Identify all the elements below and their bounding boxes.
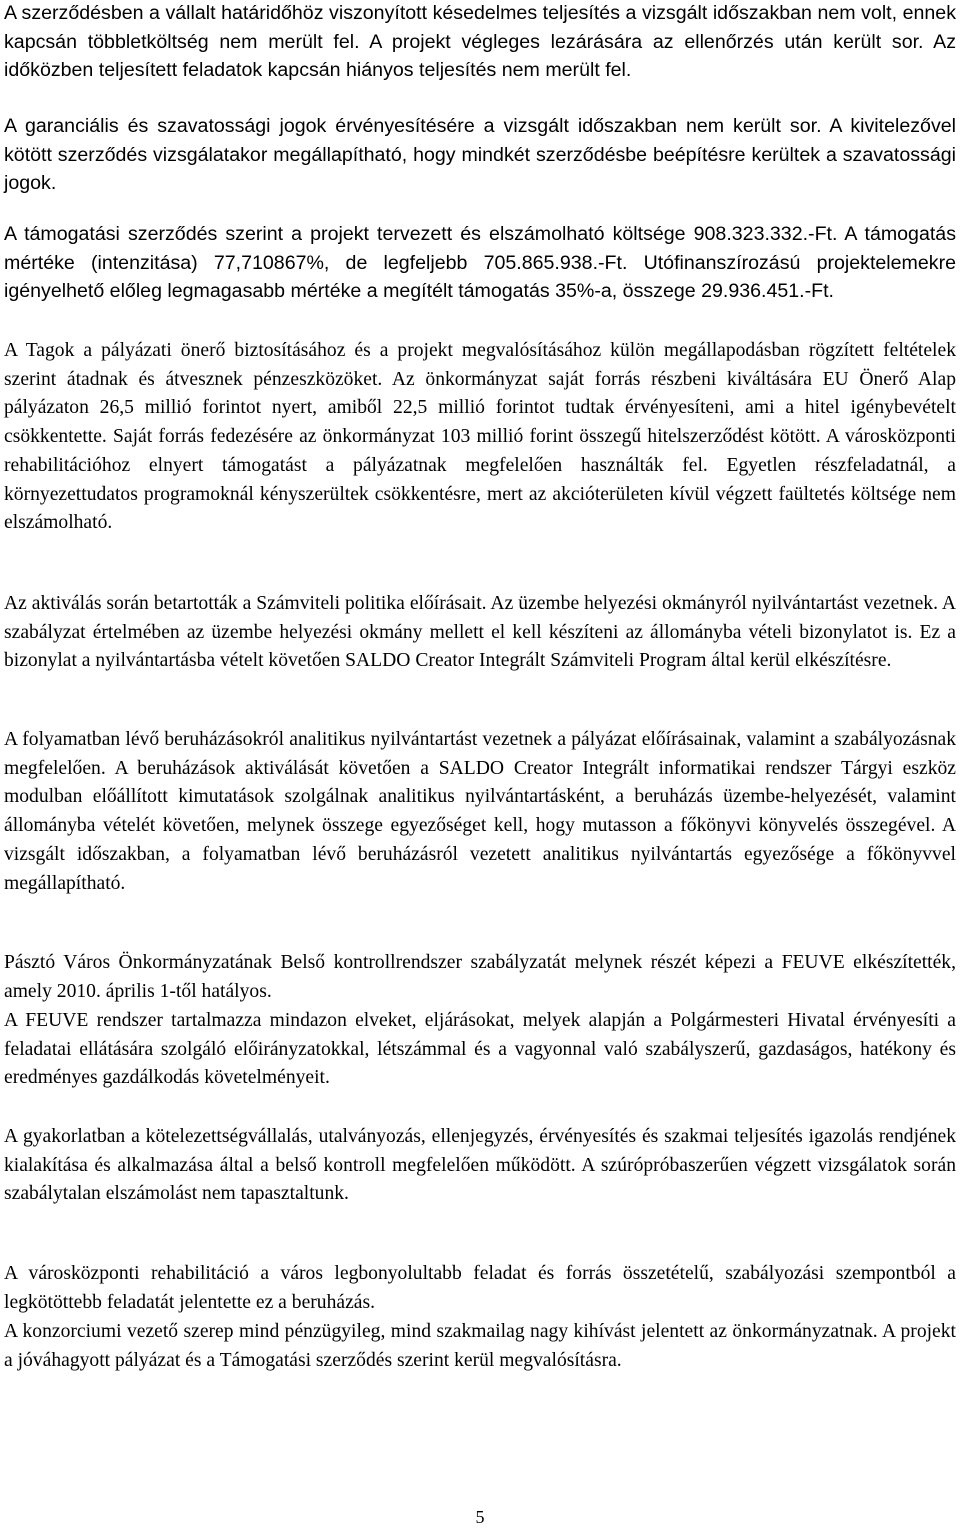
paragraph-activation: Az aktiválás során betartották a Számviteli politika előírásait. Az üzembe helyezési okmányról nyilvántartást vezetnek. A szabályzat értelmében az üzembe helyezési okmány mellett el kell készíteni az állományba vételi bizonylatot is. Ez a bizonylat a nyilvántartásba vételt követően SALDO Creator Integrált Számviteli Program által kerül elkészítésre. (4, 593, 956, 672)
paragraph-grant-amounts: A támogatási szerződés szerint a projekt tervezett és elszámolható költsége 908.323.332.-Ft. A támogatás mértéke (intenzitása) 77,710867%, de legfeljebb 705.865.938.-Ft. Utófinanszírozású projektelemekre igényelhető előleg legmagasabb mértéke a megítélt támogatás 35%-a, összege 29.936.451.-Ft. (4, 223, 956, 303)
page-number: 5 (475, 1507, 485, 1527)
paragraph-delay-costs: A szerződésben a vállalt határidőhöz viszonyított késedelmes teljesítés a vizsgált időszakban nem volt, ennek kapcsán többletköltség nem merült fel. A projekt végleges lezárására az ellenőrzés után került sor. Az időközben teljesített feladatok kapcsán hiányos teljesítés nem merült fel. (4, 2, 956, 82)
paragraph-investments-register: A folyamatban lévő beruházásokról analitikus nyilvántartást vezetnek a pályázat előírásainak, valamint a szabályozásnak megfelelően. A beruházások aktiválását követően a SALDO Creator Integrált informatikai rendszer Tárgyi eszköz modulban előállított kimutatások szolgálnak analitikus nyilvántartásként, a beruházás üzembe-helyezését, valamint állományba vételét követően, melynek összege egyezőséget kell, hogy mutasson a főkönyvi könyvelés összegével. A vizsgált időszakban, a folyamatban lévő beruházásról vezetett analitikus nyilvántartás egyezősége a főkönyvvel megállapítható. (4, 729, 956, 894)
paragraph-consortium-leader: A konzorciumi vezető szerep mind pénzügyileg, mind szakmailag nagy kihívást jelentett az önkormányzatnak. A projekt a jóváhagyott pályázat és a Támogatási szerződés szerint kerül megvalósításra. (4, 1321, 956, 1371)
paragraph-practice-control: A gyakorlatban a kötelezettségvállalás, utalványozás, ellenjegyzés, érvényesítés és szakmai teljesítés igazolás rendjének kialakítása és alkalmazása által a belső kontroll megfelelően működött. A szúrópróbaszerűen végzett vizsgálatok során szabálytalan elszámolást nem tapasztaltunk. (4, 1126, 956, 1205)
paragraph-feuve-system: A FEUVE rendszer tartalmazza mindazon elveket, eljárásokat, melyek alapján a Polgármesteri Hivatal érvényesíti a feladatai ellátására szolgáló előirányzatokkal, létszámmal és a vagyonnal való szabályszerű, gazdaságos, hatékony és eredményes gazdálkodás követelményeit. (4, 1010, 956, 1089)
paragraph-internal-control-rules: Pásztó Város Önkormányzatának Belső kontrollrendszer szabályzatát melynek részét képezi a FEUVE elkészítették, amely 2010. április 1-től hatályos. (4, 952, 956, 1002)
paragraph-warranty-rights: A garanciális és szavatossági jogok érvényesítésére a vizsgált időszakban nem került sor. A kivitelezővel kötött szerződés vizsgálatakor megállapítható, hogy mindkét szerződésbe beépítésre kerültek a szavatossági jogok. (4, 115, 956, 195)
paragraph-members-funding: A Tagok a pályázati önerő biztosításához és a projekt megvalósításához külön megállapodásban rögzített feltételek szerint átadnak és átvesznek pénzeszközöket. Az önkormányzat saját forrás részbeni kiváltására EU Önerő Alap pályázaton 26,5 millió forintot nyert, amiből 22,5 millió forintot tudtak érvényesíteni, ami a hitel igénybevételt csökkentette. Saját forrás fedezésére az önkormányzat 103 millió forint összegű hitelszerződést kötött. A városközponti rehabilitációhoz elnyert támogatást a pályázatnak megfelelően használták fel. Egyetlen részfeladatnál, a környezettudatos programoknál kényszerültek csökkentésre, mert az akcióterületen kívül végzett faültetés költsége nem elszámolható. (4, 340, 956, 534)
paragraph-city-rehabilitation: A városközponti rehabilitáció a város legbonyolultabb feladat és forrás összetételű, szabályozási szempontból a legkötöttebb feladatát jelentette ez a beruházás. (4, 1263, 956, 1313)
